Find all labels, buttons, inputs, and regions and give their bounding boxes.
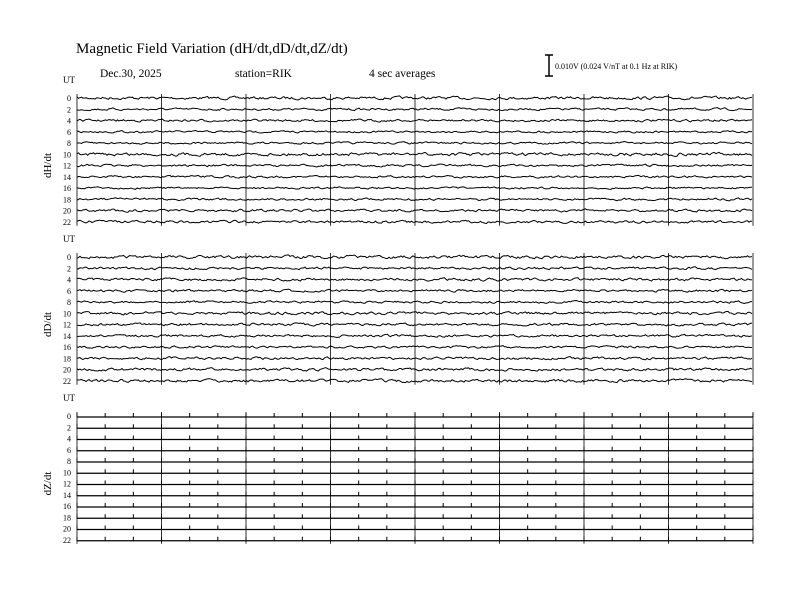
- row-label: 18: [63, 354, 71, 364]
- row-label: 6: [67, 286, 71, 296]
- trace: [77, 267, 752, 270]
- panel-ylabel: dH/dt: [42, 152, 54, 179]
- panel-dddt: [42, 234, 753, 386]
- row-label: 2: [67, 423, 71, 433]
- row-label: 10: [63, 309, 71, 319]
- trace: [77, 379, 752, 383]
- row-label: 8: [67, 457, 71, 466]
- row-label: 20: [63, 206, 71, 216]
- row-label: 4: [67, 116, 71, 126]
- row-label: 22: [63, 217, 71, 227]
- trace: [77, 255, 752, 259]
- row-label: 14: [63, 172, 71, 182]
- trace: [77, 323, 752, 326]
- row-label: 10: [63, 468, 71, 478]
- row-label: 16: [63, 502, 71, 511]
- ut-axis-title: UT: [63, 75, 75, 85]
- panel-dzdt: [42, 393, 753, 545]
- row-label: 20: [63, 524, 71, 534]
- row-label: 12: [63, 161, 71, 171]
- trace: [77, 152, 752, 156]
- averaging-label: 4 sec averages: [369, 68, 436, 80]
- scale-bar: [545, 55, 553, 76]
- row-label: 6: [67, 127, 71, 137]
- panel-ylabel: dD/dt: [42, 311, 54, 338]
- row-label: 14: [63, 331, 71, 341]
- trace: [77, 368, 752, 371]
- trace: [77, 164, 752, 167]
- trace: [77, 96, 752, 100]
- row-label: 18: [63, 195, 71, 205]
- row-label: 2: [67, 264, 71, 274]
- trace: [77, 198, 752, 201]
- row-label: 10: [63, 150, 71, 160]
- row-label: 18: [63, 513, 71, 523]
- row-label: 12: [63, 479, 71, 489]
- chart-title: Magnetic Field Variation (dH/dt,dD/dt,dZ/dt): [76, 41, 348, 57]
- row-label: 6: [67, 445, 71, 455]
- trace: [77, 175, 752, 178]
- scale-label: 0.010V (0.024 V/nT at 0.1 Hz at RIK): [555, 62, 678, 71]
- trace: [77, 346, 752, 349]
- ut-axis-title: UT: [63, 393, 75, 403]
- trace: [77, 142, 752, 145]
- date-label: Dec.30, 2025: [100, 68, 162, 80]
- trace: [77, 187, 752, 190]
- trace: [77, 209, 752, 212]
- row-label: 0: [67, 253, 71, 262]
- trace: [77, 278, 752, 281]
- row-label: 8: [67, 298, 71, 307]
- station-label: station=RIK: [235, 68, 292, 80]
- row-label: 4: [67, 434, 71, 444]
- row-label: 4: [67, 275, 71, 285]
- row-label: 16: [63, 343, 71, 352]
- trace: [77, 311, 752, 315]
- trace: [77, 301, 752, 304]
- trace: [77, 220, 752, 223]
- row-label: 8: [67, 139, 71, 148]
- ut-axis-title: UT: [63, 234, 75, 244]
- trace: [77, 357, 752, 360]
- trace: [77, 108, 752, 111]
- row-label: 20: [63, 365, 71, 375]
- trace: [77, 334, 752, 337]
- row-label: 22: [63, 376, 71, 386]
- trace: [77, 131, 752, 133]
- row-label: 0: [67, 412, 71, 421]
- row-label: 0: [67, 94, 71, 103]
- panel-ylabel: dZ/dt: [42, 471, 54, 496]
- trace: [77, 289, 752, 292]
- row-label: 12: [63, 320, 71, 330]
- row-label: 14: [63, 490, 71, 500]
- trace: [77, 119, 752, 122]
- row-label: 22: [63, 535, 71, 545]
- panel-dhdt: [42, 75, 753, 227]
- row-label: 16: [63, 184, 71, 193]
- row-label: 2: [67, 105, 71, 115]
